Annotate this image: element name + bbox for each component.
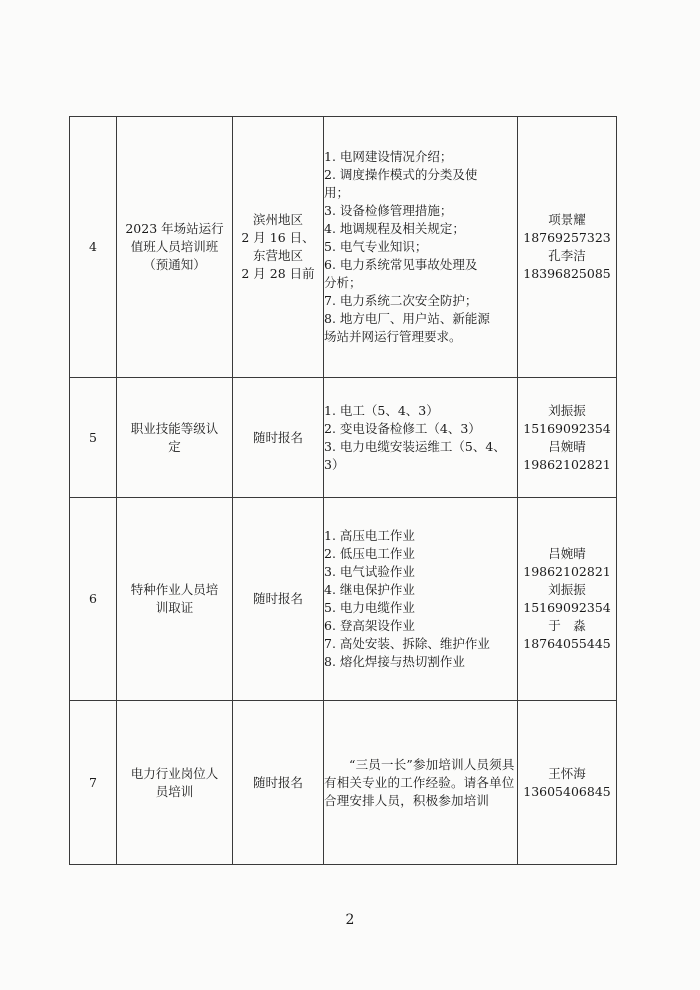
training-content: 1. 高压电工作业 2. 低压电工作业 3. 电气试验作业 4. 继电保护作业 5. 电力电缆作业 6. 登高架设作业 7. 高处安装、拆除、维护作业 8. 熔化焊接与热切割作业 (324, 498, 518, 701)
row-number: 5 (70, 378, 117, 498)
row-number: 7 (70, 701, 117, 865)
training-name: 特种作业人员培 训取证 (117, 498, 233, 701)
training-name: 职业技能等级认 定 (117, 378, 233, 498)
contact-info: 吕婉晴 19862102821 刘振振 15169092354 于 淼 18764055445 (518, 498, 617, 701)
training-table (69, 116, 617, 865)
training-time: 随时报名 (233, 378, 324, 498)
training-time: 随时报名 (233, 701, 324, 865)
row-number: 4 (70, 117, 117, 378)
table-row (70, 498, 617, 701)
table-row (70, 701, 617, 865)
table-row (70, 378, 617, 498)
training-time: 滨州地区 2 月 16 日、 东营地区 2 月 28 日前 (233, 117, 324, 378)
training-content: “三员一长”参加培训人员须具有相关专业的工作经验。请各单位合理安排人员，积极参加培训 (324, 701, 518, 865)
training-name: 电力行业岗位人 员培训 (117, 701, 233, 865)
table-row (70, 117, 617, 378)
training-time: 随时报名 (233, 498, 324, 701)
contact-info: 项景耀 18769257323 孔李洁 18396825085 (518, 117, 617, 378)
page-number: 2 (345, 912, 355, 928)
training-content: 1. 电网建设情况介绍； 2. 调度操作模式的分类及使 用； 3. 设备检修管理措施； 4. 地调规程及相关规定； 5. 电气专业知识； 6. 电力系统常见事故处理及 分析； 7. 电力系统二次安全防护； 8. 地方电厂、用户站、新能源 场站并网运行管理要求。 (324, 117, 518, 378)
contact-info: 王怀海 13605406845 (518, 701, 617, 865)
row-number: 6 (70, 498, 117, 701)
training-name: 2023 年场站运行 值班人员培训班 （预通知） (117, 117, 233, 378)
training-content: 1. 电工（5、4、3） 2. 变电设备检修工（4、3） 3. 电力电缆安装运维工（5、4、 3） (324, 378, 518, 498)
contact-info: 刘振振 15169092354 吕婉晴 19862102821 (518, 378, 617, 498)
